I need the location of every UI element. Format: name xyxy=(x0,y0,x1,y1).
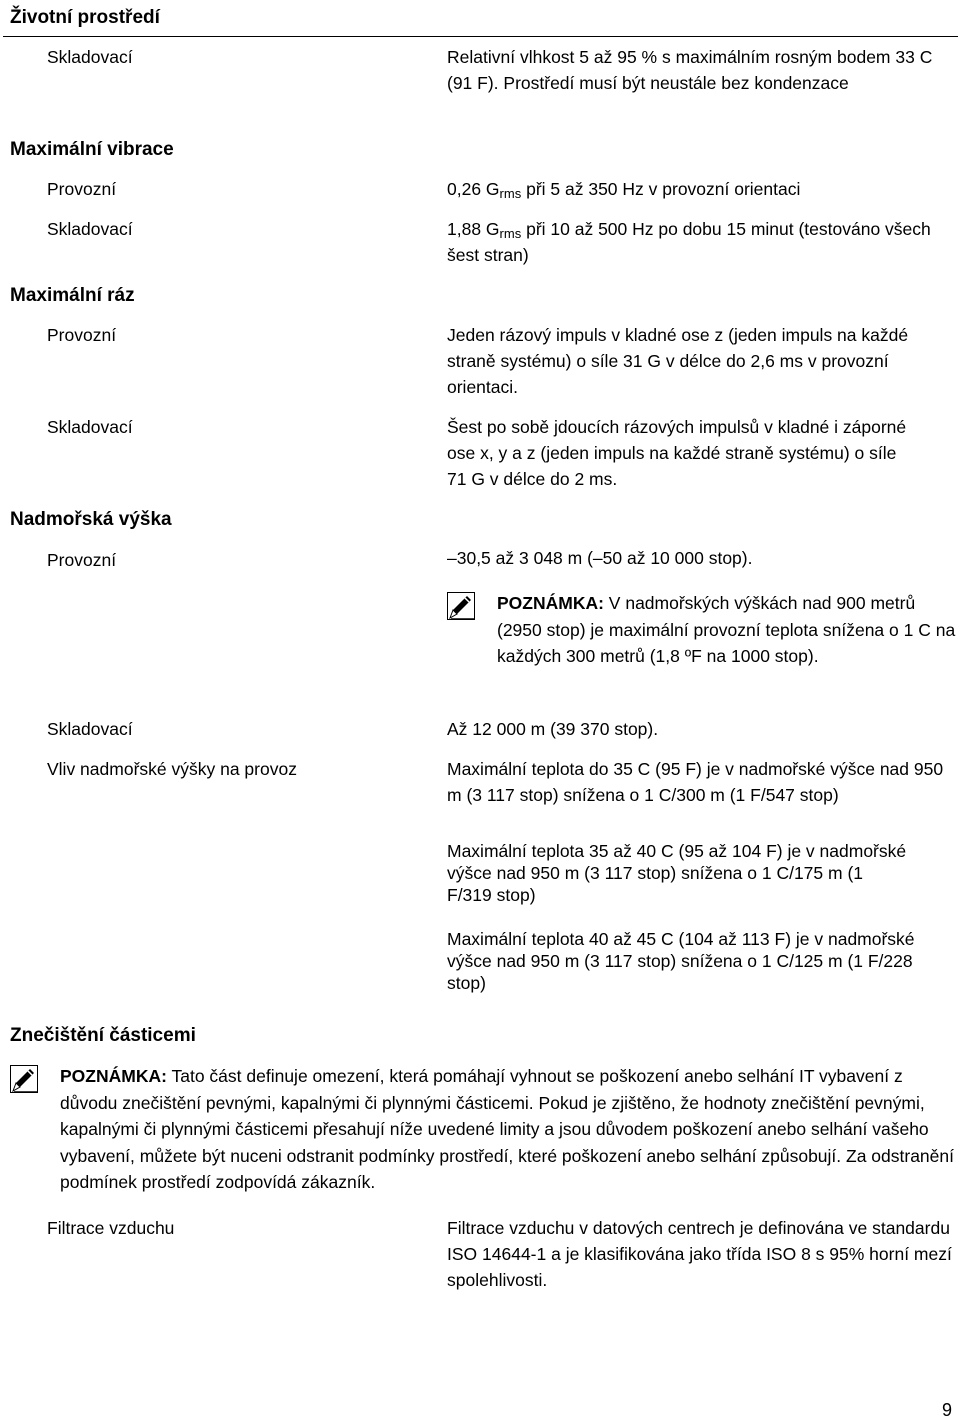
note-pencil-icon xyxy=(447,592,475,620)
section-title-altitude: Nadmořská výška xyxy=(10,509,172,530)
altitude-note-text: V nadmořských výškách nad 900 metrů (2950 stop) je maximální provozní teplota snížena o 1 C na každých 300 metrů (1,8 ºF na 1000 stop). xyxy=(497,593,956,666)
altitude-storage-label: Skladovací xyxy=(47,719,133,739)
vibration-storage-post: při 10 až 500 Hz po dobu 15 minut (testováno všech šest stran) xyxy=(447,219,931,265)
shock-operating-label: Provozní xyxy=(47,325,117,345)
shock-storage-label: Skladovací xyxy=(47,417,133,437)
divider xyxy=(3,36,958,37)
filtration-value: Filtrace vzduchu v datových centrech je definována ve standardu ISO 14644-1 a je klasifikována jako třída ISO 8 s 95% horní mezí spolehlivosti. xyxy=(447,1218,952,1290)
altitude-derating-3: Maximální teplota 40 až 45 C (104 až 113 F) je v nadmořské výšce nad 950 m (3 117 stop) snížena o 1 C/125 m (1 F/228 stop) xyxy=(447,929,915,993)
section-title-environment: Životní prostředí xyxy=(10,7,160,28)
vibration-storage-sub: rms xyxy=(499,226,522,241)
shock-operating-value: Jeden rázový impuls v kladné ose z (jeden impuls na každé straně systému) o síle 31 G v délce do 2,6 ms v provozní orientaci. xyxy=(447,325,909,397)
altitude-storage-value: Až 12 000 m (39 370 stop). xyxy=(447,719,659,739)
environment-storage-label: Skladovací xyxy=(47,47,133,67)
vibration-storage-pre: 1,88 G xyxy=(447,219,500,239)
vibration-operating-value xyxy=(447,176,957,202)
altitude-note-label: POZNÁMKA: xyxy=(497,593,604,613)
altitude-note xyxy=(497,590,957,670)
particulate-note xyxy=(60,1063,958,1196)
note-pencil-icon xyxy=(10,1065,38,1093)
section-title-shock: Maximální ráz xyxy=(10,285,135,306)
vibration-operating-post: při 5 až 350 Hz v provozní orientaci xyxy=(521,179,801,199)
vibration-operating-pre: 0,26 G xyxy=(447,179,500,199)
environment-storage-value: Relativní vlhkost 5 až 95 % s maximálním rosným bodem 33 C (91 F). Prostředí musí být neustále bez kondenzace xyxy=(447,47,933,93)
section-title-particulate: Znečištění částicemi xyxy=(10,1025,196,1046)
altitude-derating-label: Vliv nadmořské výšky na provoz xyxy=(47,759,297,779)
vibration-storage-label: Skladovací xyxy=(47,219,133,239)
page-number: 9 xyxy=(941,1400,952,1420)
shock-storage-value: Šest po sobě jdoucích rázových impulsů v kladné i záporné ose x, y a z (jeden impuls na každé straně systému) o síle 71 G v délce do 2 ms. xyxy=(447,417,907,489)
section-title-vibration: Maximální vibrace xyxy=(10,139,174,160)
vibration-storage-value xyxy=(447,216,947,268)
particulate-note-text: Tato část definuje omezení, která pomáhají vyhnout se poškození anebo selhání IT vybavení z důvodu znečištění pevnými, kapalnými či plynnými částicemi. Pokud je zjištěno, že hodnoty znečištění pevnými, kapalnými či plynnými částicemi přesahují níže uvedené limity a jsou důvodem poškození anebo selhání vašeho vybavení, můžete být nuceni odstranit podmínky prostředí, které poškození anebo selhání způsobují. Za odstranění podmínek prostředí zodpovídá zákazník. xyxy=(60,1066,954,1192)
vibration-operating-sub: rms xyxy=(499,186,522,201)
particulate-note-label: POZNÁMKA: xyxy=(60,1066,167,1086)
altitude-operating-label: Provozní xyxy=(47,550,117,570)
altitude-derating-1: Maximální teplota do 35 C (95 F) je v nadmořské výšce nad 950 m (3 117 stop) snížena o 1 C/300 m (1 F/547 stop) xyxy=(447,759,944,805)
vibration-operating-label: Provozní xyxy=(47,179,117,199)
filtration-label: Filtrace vzduchu xyxy=(47,1218,175,1238)
altitude-derating-2: Maximální teplota 35 až 40 C (95 až 104 F) je v nadmořské výšce nad 950 m (3 117 stop) snížena o 1 C/175 m (1 F/319 stop) xyxy=(447,841,907,905)
altitude-operating-value: –30,5 až 3 048 m (–50 až 10 000 stop). xyxy=(447,548,753,568)
